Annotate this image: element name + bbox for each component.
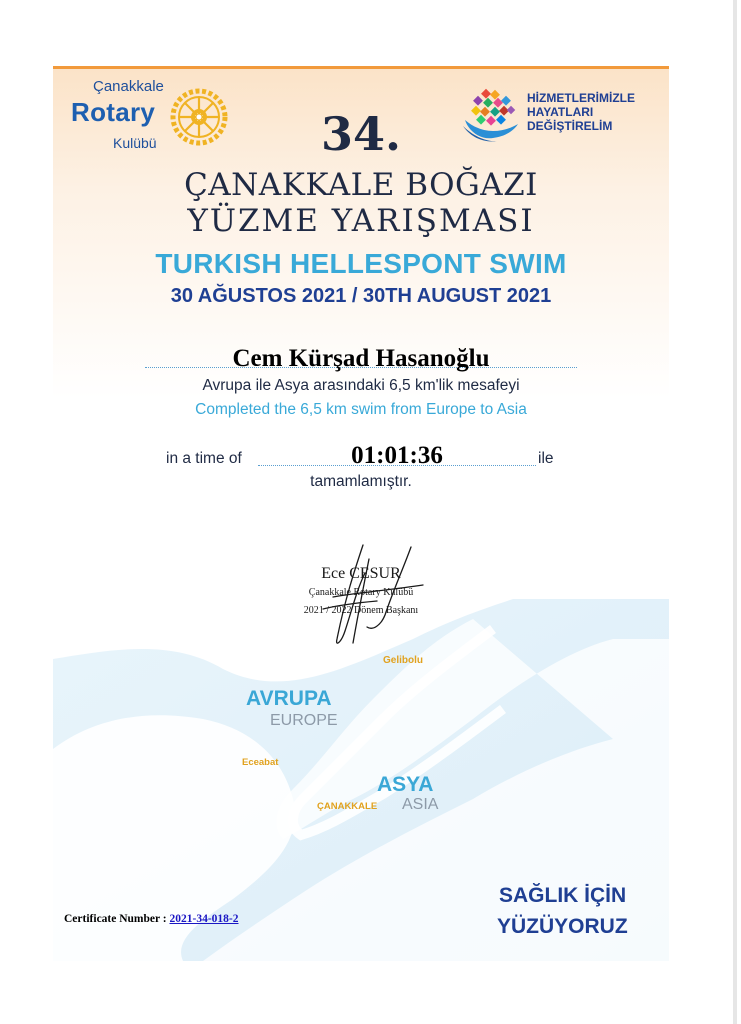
rotary-club-label: Kulübü (113, 135, 157, 151)
certificate-number (64, 913, 238, 925)
completed-text: tamamlamıştır. (310, 473, 412, 490)
certificate-number-link[interactable]: 2021-34-018-2 (169, 913, 239, 925)
signatory-role: 2021 / 2022 Dönem Başkanı (303, 605, 419, 616)
handwritten-signature (293, 539, 453, 651)
time-prefix: in a time of (166, 450, 242, 467)
certificate-number-label: Certificate Number : (64, 913, 167, 925)
map-label-asya: ASYA (377, 773, 434, 796)
slogan-logo-line3: DEĞİŞTİRELİM (527, 119, 613, 133)
event-date: 30 AĞUSTOS 2021 / 30TH AUGUST 2021 (170, 285, 552, 307)
footer-slogan-line2: YÜZÜYORUZ (497, 915, 628, 938)
rotary-city-label: Çanakkale (93, 78, 164, 95)
map-label-europe: EUROPE (270, 712, 338, 729)
map-label-gelibolu: Gelibolu (383, 655, 423, 666)
map-label-asia: ASIA (402, 796, 439, 813)
title-line2: YÜZME YARIŞMASI (187, 203, 535, 239)
map-label-avrupa: AVRUPA (246, 687, 332, 710)
slogan-logo-line2: HAYATLARI (527, 105, 594, 119)
map-label-eceabat: Eceabat (242, 757, 279, 768)
slogan-logo-line1: HİZMETLERİMİZLE (527, 91, 635, 105)
signatory-name: Ece CESUR (321, 565, 401, 582)
edition-number: 34. (320, 107, 402, 161)
certificate (53, 66, 669, 961)
time-suffix: ile (538, 450, 554, 467)
distance-text-tr: Avrupa ile Asya arasındaki 6,5 km'lik mesafeyi (202, 377, 520, 394)
rotary-wordmark: Rotary (71, 97, 156, 127)
title-english: TURKISH HELLESPONT SWIM (155, 248, 567, 279)
recipient-name: Cem Kürşad Hasanoğlu (232, 345, 490, 372)
finish-time: 01:01:36 (351, 442, 443, 469)
map-label-canakkale: ÇANAKKALE (317, 801, 378, 812)
title-line1: ÇANAKKALE BOĞAZI (184, 167, 538, 203)
signatory-club: Çanakkale Rotary Kulübü (308, 587, 414, 598)
footer-slogan-line1: SAĞLIK İÇİN (499, 884, 627, 907)
distance-text-en: Completed the 6,5 km swim from Europe to Asia (195, 401, 527, 418)
